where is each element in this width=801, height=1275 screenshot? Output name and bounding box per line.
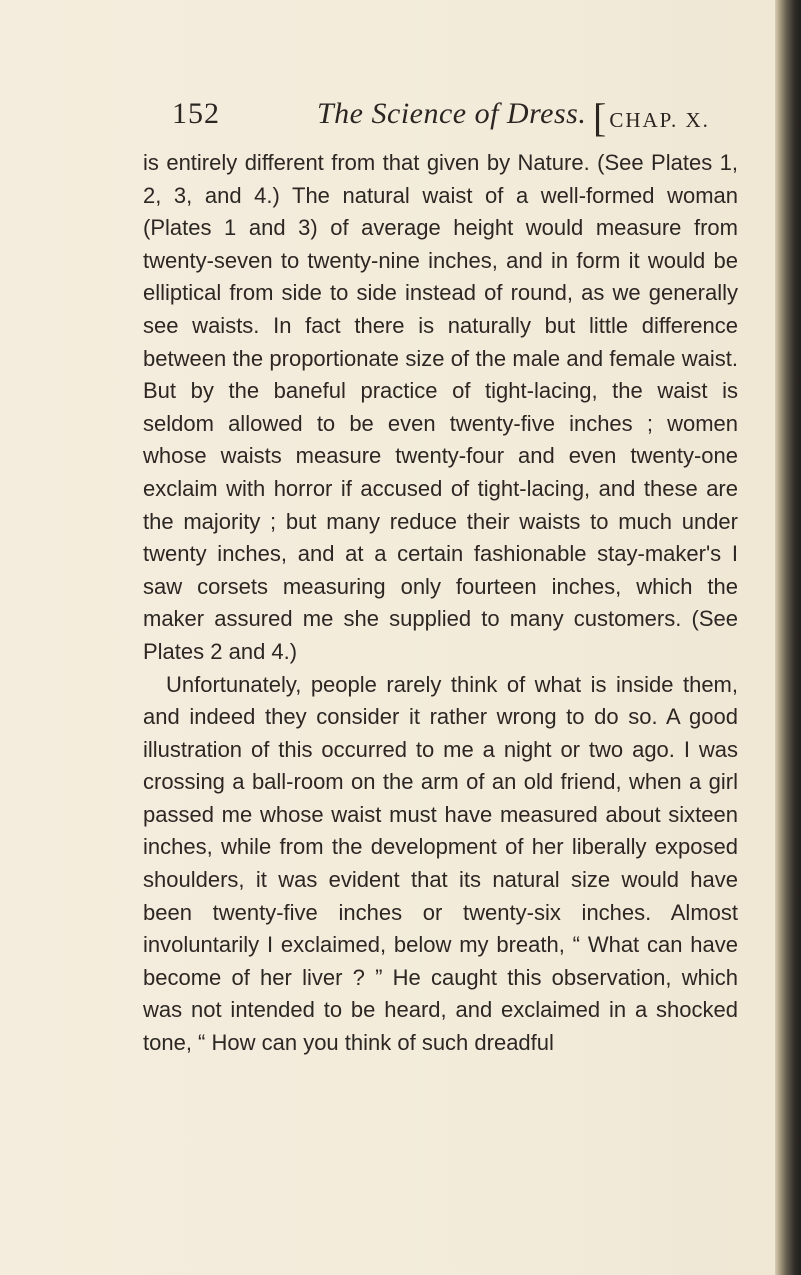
chapter-label — [593, 92, 710, 142]
page-header — [172, 92, 732, 140]
chapter-text: CHAP. X. — [609, 108, 710, 132]
paragraph-1: is entirely different from that given by Nature. (See Plates 1, 2, 3, and 4.) The natural waist of a well-formed woman (Plates 1 and 3) of average height would measure from twenty-seven to twenty-nine inches, and in form it would be elliptical from side to side instead of round, as we generally see waists. In fact there is naturally but little difference between the proportionate size of the male and female waist. But by the baneful practice of tight-lacing, the waist is seldom allowed to be even twenty-five inches ; women whose waists measure twenty-four and even twenty-one exclaim with horror if accused of tight-lacing, and these are the majority ; but many reduce their waists to much under twenty inches, and at a certain fashionable stay-maker's I saw corsets measuring only fourteen inches, which the maker assured me she supplied to many customers. (See Plates 2 and 4.) — [143, 150, 738, 664]
body-text — [143, 147, 738, 1060]
paragraph-2: Unfortunately, people rarely think of what is inside them, and indeed they consider it rather wrong to do so. A good illustration of this occurred to me a night or two ago. I was crossing a ball-room on the arm of an old friend, when a girl passed me whose waist must have measured about sixteen inches, while from the development of her liberally exposed shoulders, it was evident that its natural size would have been twenty-five inches or twenty-six inches. Almost involuntarily I exclaimed, below my breath, “ What can have become of her liver ? ” He caught this observation, which was not intended to be heard, and exclaimed in a shocked tone, “ How can you think of such dreadful — [143, 671, 738, 1056]
book-spine-edge — [775, 0, 801, 1275]
running-title: The Science of Dress. — [317, 97, 587, 130]
page-number: 152 — [172, 97, 220, 130]
chapter-bracket: [ — [593, 95, 609, 140]
